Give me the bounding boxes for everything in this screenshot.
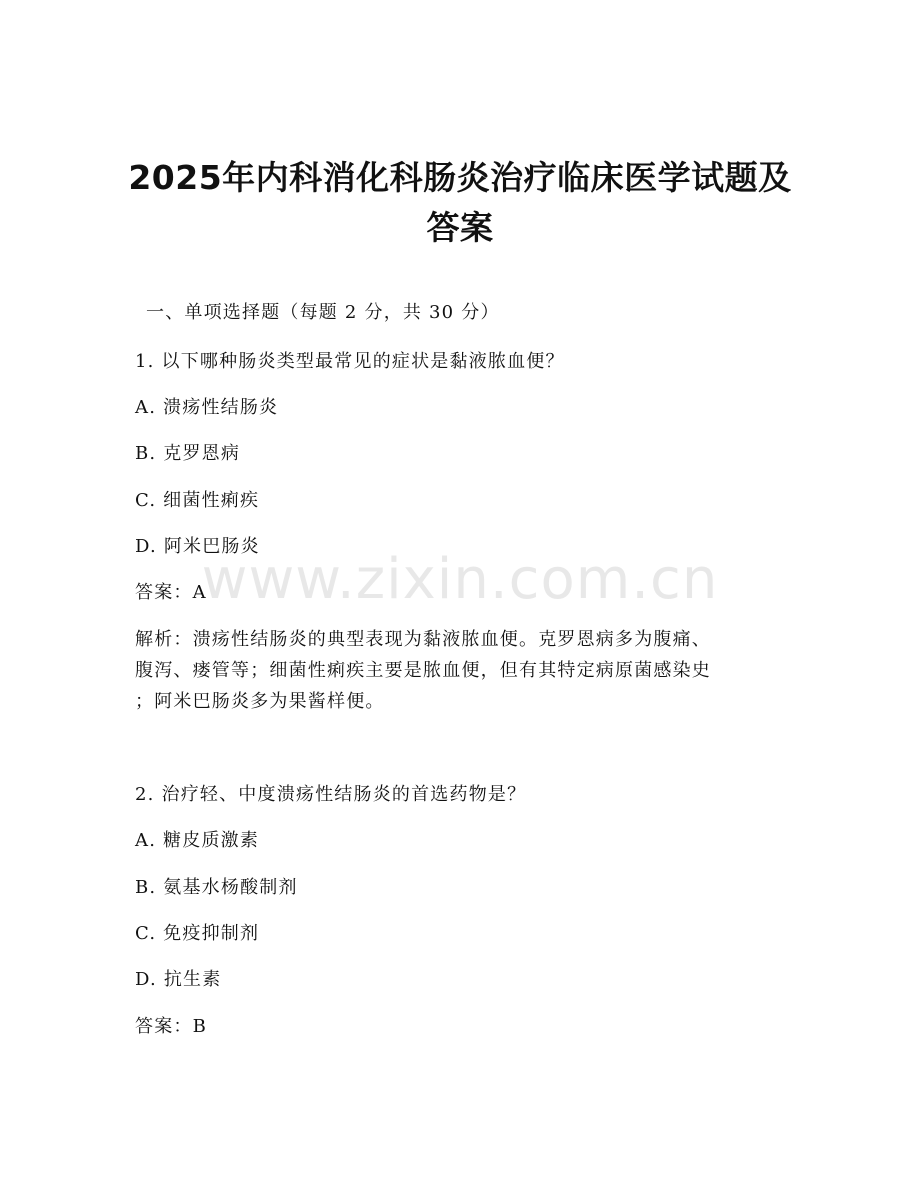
question-2-option-d: D. 抗生素 (135, 969, 222, 990)
question-2-answer: 答案：B (135, 1016, 208, 1037)
question-1-explanation-line-3: ；阿米巴肠炎多为果酱样便。 (135, 691, 385, 712)
question-1-option-c: C. 细菌性痢疾 (135, 490, 260, 511)
document-title-line-2: 答案 (426, 208, 494, 247)
question-1-explanation-line-1: 解析：溃疡性结肠炎的典型表现为黏液脓血便。克罗恩病多为腹痛、 (135, 629, 711, 650)
question-2-stem: 2. 治疗轻、中度溃疡性结肠炎的首选药物是？ (135, 784, 527, 805)
question-1-option-b: B. 克罗恩病 (135, 443, 241, 464)
question-1-option-d: D. 阿米巴肠炎 (135, 536, 260, 557)
question-1-option-a: A. 溃疡性结肠炎 (135, 397, 279, 418)
watermark: www.zixin.com.cn (201, 547, 719, 612)
question-1-answer: 答案：A (135, 582, 207, 603)
document-title-line-1: 2025年内科消化科肠炎治疗临床医学试题及 (128, 158, 792, 197)
question-2-option-a: A. 糖皮质激素 (135, 830, 260, 851)
question-1-stem: 1. 以下哪种肠炎类型最常见的症状是黏液脓血便？ (135, 351, 565, 372)
question-1-explanation-line-2: 腹泻、瘘管等；细菌性痢疾主要是脓血便，但有其特定病原菌感染史 (135, 660, 711, 681)
section-heading: 一、单项选择题（每题 2 分，共 30 分） (146, 302, 500, 323)
question-2-option-b: B. 氨基水杨酸制剂 (135, 877, 298, 898)
question-2-option-c: C. 免疫抑制剂 (135, 923, 260, 944)
